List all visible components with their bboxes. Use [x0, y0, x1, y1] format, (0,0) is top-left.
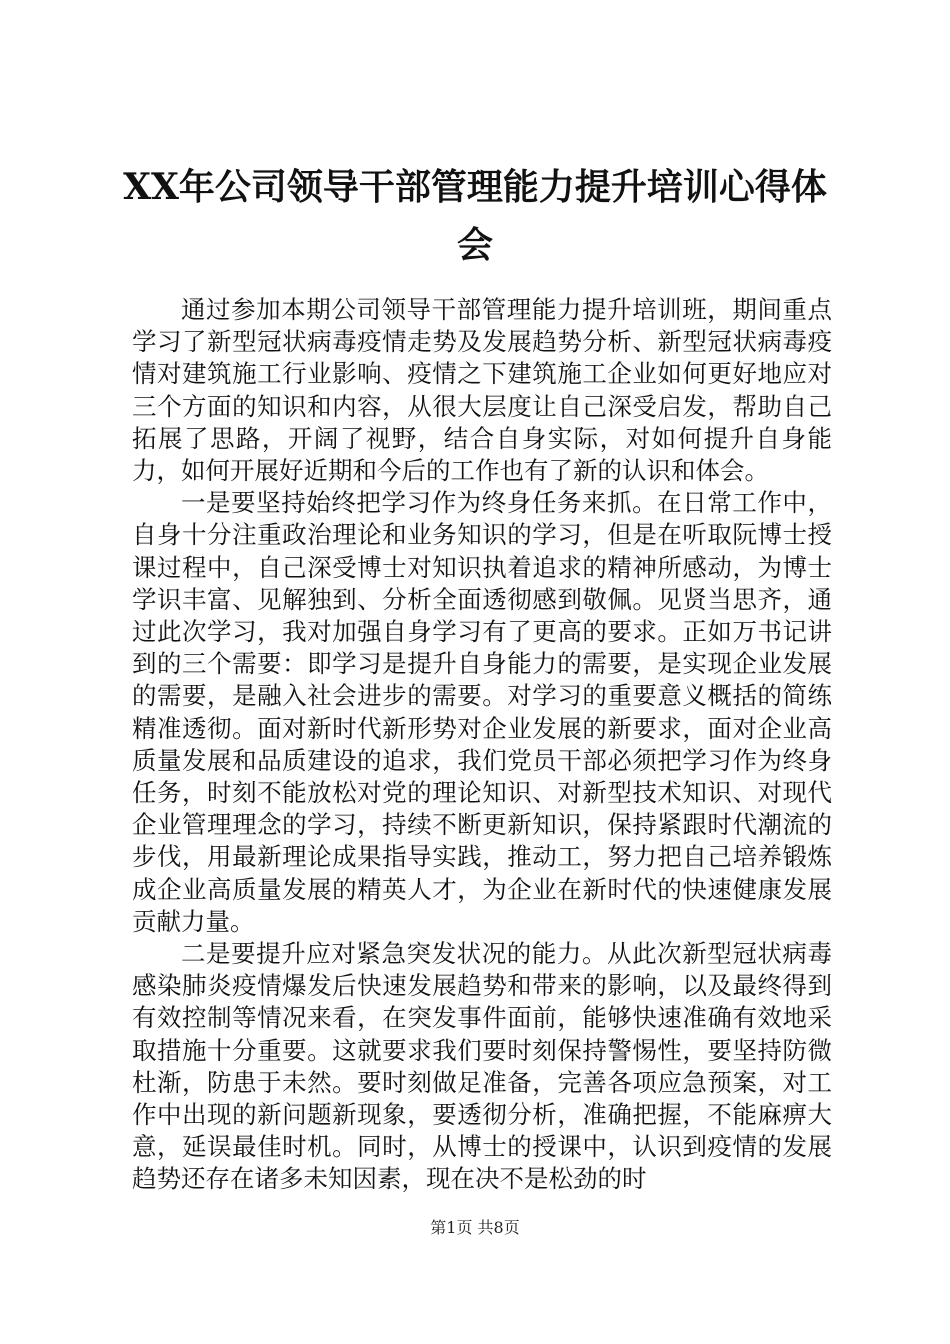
page-number-footer: 第1页 共8页: [430, 1218, 520, 1237]
document-title: XX年公司领导干部管理能力提升培训心得体会: [123, 166, 827, 266]
document-body: [132, 294, 832, 1196]
paragraph-point-two: 二是要提升应对紧急突发状况的能力。从此次新型冠状病毒感染肺炎疫情爆发后快速发展趋势和带来的影响，以及最终得到有效控制等情况来看，在突发事件面前，能够快速准确有效地采取措施十分重要。这就要求我们要时刻保持警惕性，要坚持防微杜渐，防患于未然。要时刻做足准备，完善各项应急预案，对工作中出现的新问题新现象，要透彻分析，准确把握，不能麻痹大意，延误最佳时机。同时，从博士的授课中，认识到疫情的发展趋势还存在诸多未知因素，现在决不是松劲的时: [132, 939, 832, 1194]
paragraph-point-one: 一是要坚持始终把学习作为终身任务来抓。在日常工作中，自身十分注重政治理论和业务知识的学习，但是在听取阮博士授课过程中，自己深受博士对知识执着追求的精神所感动，为博士学识丰富、见解独到、分析全面透彻感到敬佩。见贤当思齐，通过此次学习，我对加强自身学习有了更高的要求。正如万书记讲到的三个需要：即学习是提升自身能力的需要，是实现企业发展的需要，是融入社会进步的需要。对学习的重要意义概括的简练精准透彻。面对新时代新形势对企业发展的新要求，面对企业高质量发展和品质建设的追求，我们党员干部必须把学习作为终身任务，时刻不能放松对党的理论知识、对新型技术知识、对现代企业管理理念的学习，持续不断更新知识，保持紧跟时代潮流的步伐，用最新理论成果指导实践，推动工，努力把自己培养锻炼成企业高质量发展的精英人才，为企业在新时代的快速健康发展贡献力量。: [132, 488, 832, 936]
paragraph-intro: 通过参加本期公司领导干部管理能力提升培训班，期间重点学习了新型冠状病毒疫情走势及发展趋势分析、新型冠状病毒疫情对建筑施工行业影响、疫情之下建筑施工企业如何更好地应对三个方面的知识和内容，从很大层度让自己深受启发，帮助自己拓展了思路，开阔了视野，结合自身实际，对如何提升自身能力，如何开展好近期和今后的工作也有了新的认识和体会。: [132, 295, 832, 486]
